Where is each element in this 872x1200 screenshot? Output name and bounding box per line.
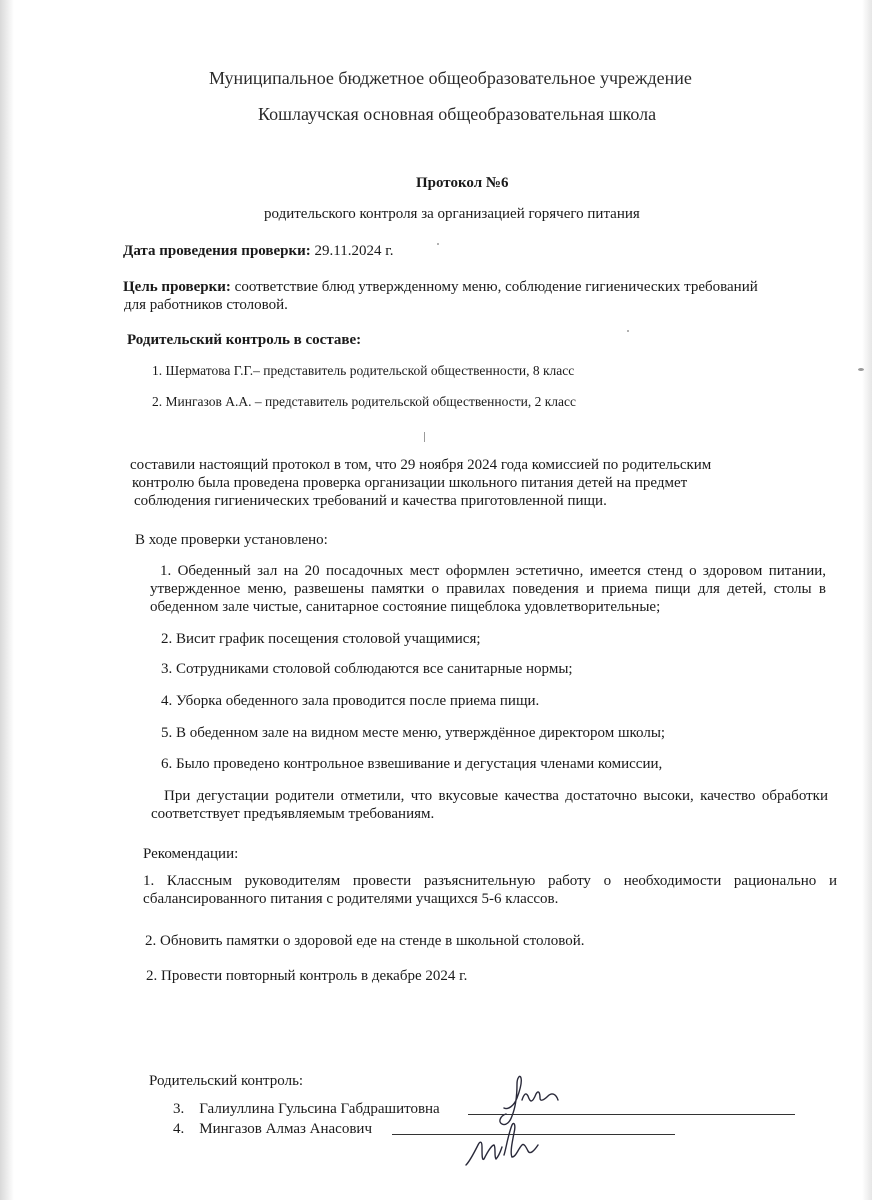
signatures-heading: Родительский контроль: [149, 1073, 304, 1089]
check-date-label: Дата проведения проверки: [123, 243, 311, 259]
recommendation-item-3: 2. Провести повторный контроль в декабре 2024 г. [146, 968, 468, 984]
finding-item-4: 4. Уборка обеденного зала проводится после приема пищи. [161, 693, 540, 709]
recommendation-item-2: 2. Обновить памятки о здоровой еде на стенде в школьной столовой. [145, 933, 585, 949]
findings-heading: В ходе проверки установлено: [135, 532, 328, 548]
handwritten-signature-2 [460, 1115, 560, 1175]
signer-number-1: 3. [173, 1101, 185, 1117]
finding-item-3: 3. Сотрудниками столовой соблюдаются все санитарные нормы; [161, 661, 573, 677]
signer-name-1: Галиуллина Гульсина Габдрашитовна [199, 1101, 440, 1117]
finding-item-5: 5. В обеденном зале на видном месте меню, утверждённое директором школы; [161, 725, 666, 741]
finding-item-6: 6. Было проведено контрольное взвешивание и дегустация членами комиссии, [161, 756, 663, 772]
intro-line-1: составили настоящий протокол в том, что 29 ноября 2024 года комиссией по родительским [130, 457, 712, 473]
committee-member-2: 2. Мингазов А.А. – представитель родительской общественности, 2 класс [152, 394, 576, 409]
scan-speck [627, 330, 629, 332]
committee-heading: Родительский контроль в составе: [127, 332, 362, 348]
finding-item-1: 1. Обеденный зал на 20 посадочных мест оформлен эстетично, имеется стенд о здоровом питании, утвержденное меню, развешены памятки о правилах поведения и приема пищи для детей, столы в обеденном зале чистые, санитарное состояние пищеблока удовлетворительные; [150, 563, 826, 615]
check-goal-label: Цель проверки: [123, 279, 231, 295]
recommendation-item-1: 1. Классным руководителям провести разъяснительную работу о необходимости рационально и сбалансированного питания с родителями учащихся 5-6 классов. [143, 873, 837, 907]
scan-speck [424, 432, 425, 442]
scan-right-edge [862, 0, 872, 1200]
scan-edge-shadow [0, 0, 14, 1200]
scan-speck [437, 243, 439, 245]
org-name-line1: Муниципальное бюджетное общеобразовательное учреждение [209, 68, 692, 88]
check-date [123, 242, 393, 260]
tasting-note: При дегустации родители отметили, что вкусовые качества достаточно высоки, качество обработки соответствует предъявляемым требованиям. [151, 788, 828, 822]
signer-number-2: 4. [173, 1121, 185, 1137]
intro-line-3: соблюдения гигиенических требований и качества приготовленной пищи. [134, 493, 607, 509]
recommendations-heading: Рекомендации: [143, 846, 239, 862]
signer-row-2 [173, 1120, 372, 1138]
signer-name-2: Мингазов Алмаз Анасович [199, 1121, 372, 1137]
check-goal-value-line2: для работников столовой. [124, 297, 288, 313]
protocol-title: Протокол №6 [416, 175, 509, 191]
org-name-line2: Кошлаучская основная общеобразовательная школа [258, 104, 657, 124]
check-date-value: 29.11.2024 г. [310, 243, 394, 259]
protocol-subtitle: родительского контроля за организацией горячего питания [264, 206, 640, 222]
intro-line-2: контролю была проведена проверка организации школьного питания детей на предмет [132, 475, 688, 491]
finding-item-2: 2. Висит график посещения столовой учащимися; [161, 631, 481, 647]
committee-member-1: 1. Шерматова Г.Г.– представитель родительской общественности, 8 класс [152, 363, 575, 378]
scan-speck [858, 368, 864, 371]
check-goal [123, 278, 758, 296]
signer-row-1 [173, 1100, 440, 1118]
check-goal-value: соответствие блюд утвержденному меню, соблюдение гигиенических требований [230, 279, 758, 295]
